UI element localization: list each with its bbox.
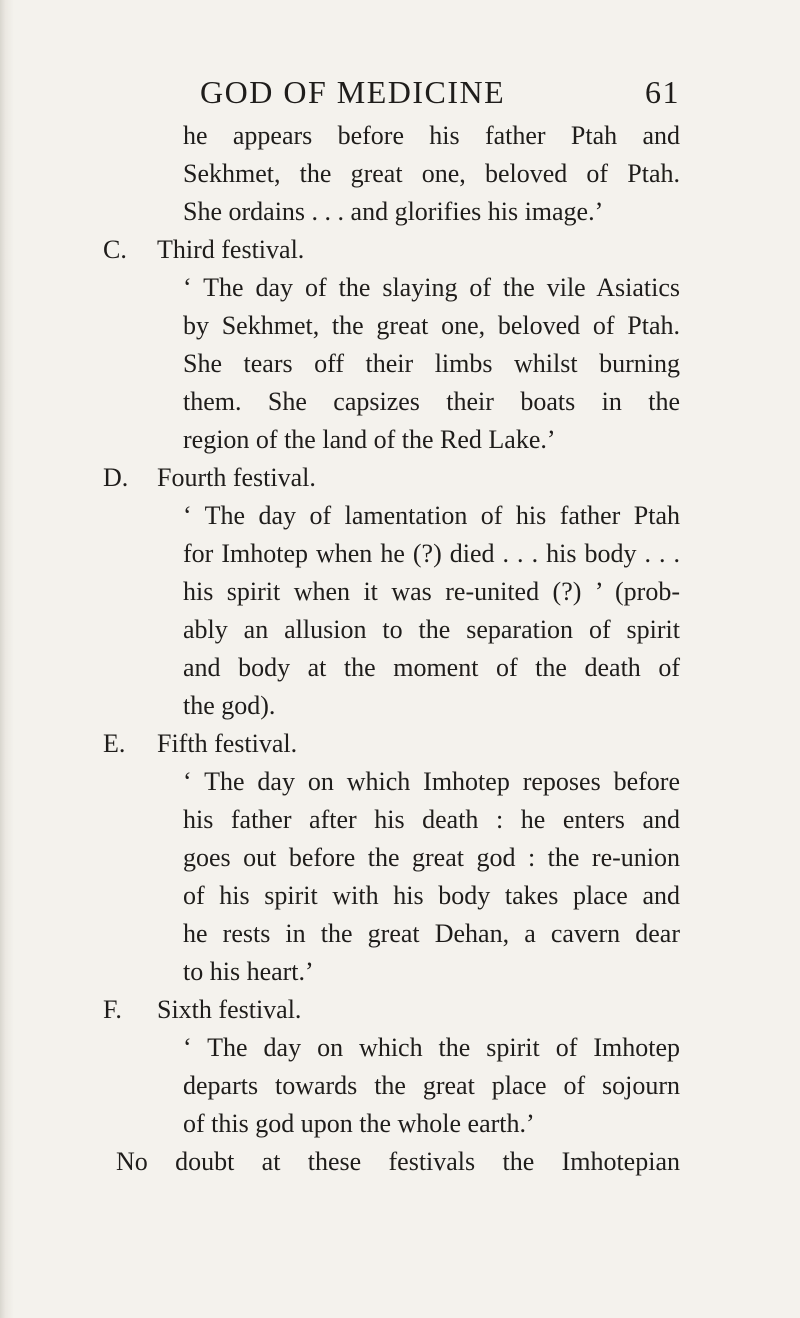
body-line: of this god upon the whole earth.’ (183, 1109, 535, 1138)
body-line: goes out before the great god : the re-union (183, 843, 680, 872)
section-heading: Sixth festival. (157, 995, 302, 1024)
section-marker: E. (103, 729, 126, 758)
body-line: Sekhmet, the great one, beloved of Ptah. (183, 159, 680, 188)
body-line: by Sekhmet, the great one, beloved of Ptah. (183, 311, 680, 340)
body-line: region of the land of the Red Lake.’ (183, 425, 556, 454)
body-line: he appears before his father Ptah and (183, 121, 680, 150)
body-line: he rests in the great Dehan, a cavern dear (183, 919, 680, 948)
body-line: ably an allusion to the separation of spirit (183, 615, 680, 644)
paragraph-first-line: No doubt at these festivals the Imhotepian (116, 1147, 680, 1176)
body-line: She tears off their limbs whilst burning (183, 349, 680, 378)
page-number: 61 (645, 74, 680, 110)
body-line: ‘ The day on which the spirit of Imhotep (183, 1033, 680, 1062)
section-marker: C. (103, 235, 127, 264)
section-marker: D. (103, 463, 129, 492)
body-line: ‘ The day of the slaying of the vile Asiatics (183, 273, 680, 302)
body-line: the god). (183, 691, 276, 720)
body-line: for Imhotep when he (?) died . . . his body . . . (183, 539, 680, 568)
section-marker: F. (103, 995, 122, 1024)
body-line: to his heart.’ (183, 957, 314, 986)
section-heading: Third festival. (157, 235, 305, 264)
body-line: ‘ The day on which Imhotep reposes before (183, 767, 680, 796)
body-line: of his spirit with his body takes place and (183, 881, 680, 910)
body-line: She ordains . . . and glorifies his image.’ (183, 197, 604, 226)
body-line: departs towards the great place of sojourn (183, 1071, 680, 1100)
section-heading: Fourth festival. (157, 463, 316, 492)
body-line: and body at the moment of the death of (183, 653, 680, 682)
body-line: them. She capsizes their boats in the (183, 387, 680, 416)
body-line: ‘ The day of lamentation of his father Ptah (183, 501, 680, 530)
running-title: GOD OF MEDICINE (200, 74, 506, 110)
page-gutter-shadow (0, 0, 14, 1318)
running-header (200, 72, 680, 112)
body-line: his spirit when it was re-united (?) ’ (prob- (183, 577, 680, 606)
section-heading: Fifth festival. (157, 729, 298, 758)
body-line: his father after his death : he enters and (183, 805, 680, 834)
